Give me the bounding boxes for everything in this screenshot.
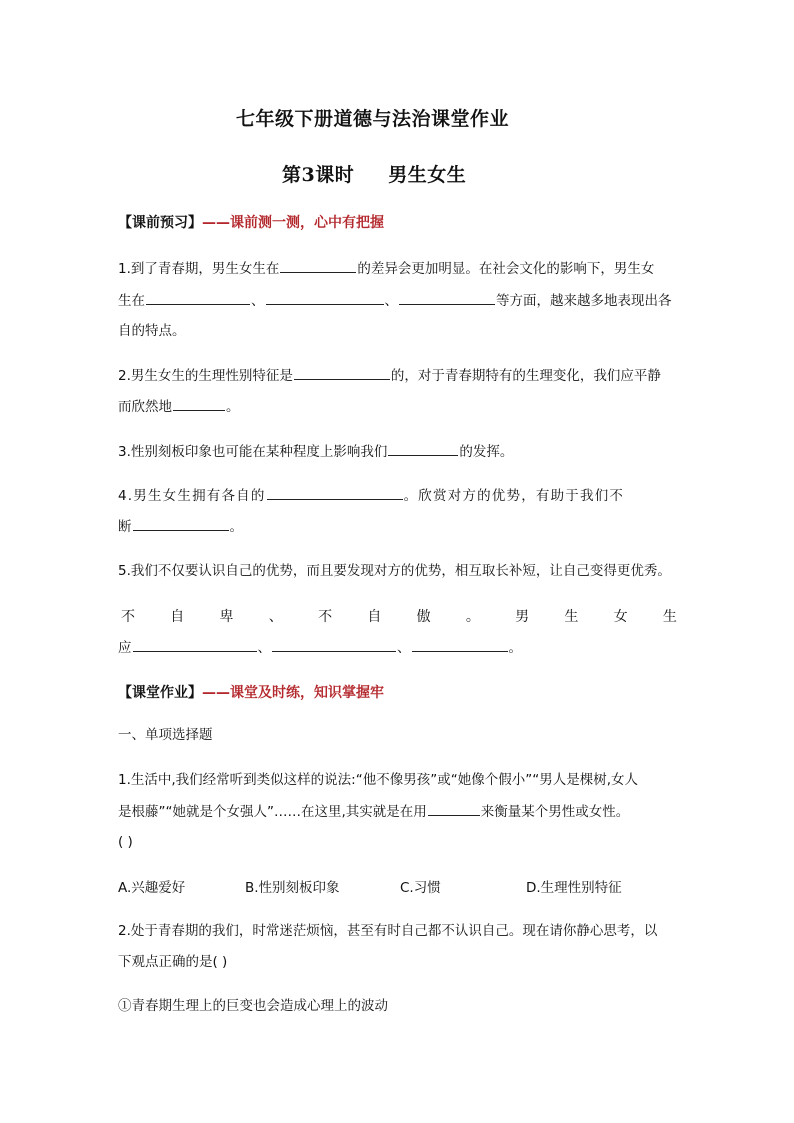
text: 而欣然地 <box>118 399 172 415</box>
char: 自 <box>367 609 382 625</box>
preview-q4-line1 <box>118 485 624 506</box>
text: 、 <box>257 640 271 656</box>
char: 生 <box>564 609 579 625</box>
classwork-q2-item1: ①青春期生理上的巨变也会造成心理上的波动 <box>118 998 388 1014</box>
text: 。 <box>226 399 240 415</box>
answer-blank <box>294 365 390 380</box>
preview-tag: 【课前预习】 <box>118 215 202 231</box>
char: 不 <box>121 609 135 625</box>
text: 、 <box>397 640 411 656</box>
text: 、 <box>384 293 398 309</box>
answer-blank <box>388 441 458 456</box>
char: 、 <box>268 609 283 625</box>
part1-heading: 一、单项选择题 <box>118 727 213 743</box>
preview-q3 <box>118 441 513 462</box>
answer-blank <box>173 396 225 411</box>
document-title: 七年级下册道德与法治课堂作业 <box>236 108 510 130</box>
answer-blank <box>133 637 257 652</box>
preview-q2-line1 <box>118 365 661 386</box>
answer-blank <box>146 290 250 305</box>
text: 的差异会更加明显。在社会文化的影响下，男生女 <box>357 261 655 277</box>
answer-blank <box>272 637 396 652</box>
text: 1.到了青春期，男生女生在 <box>118 261 280 277</box>
text: 4.男生女生拥有各自的 <box>118 488 266 504</box>
answer-blank <box>267 485 403 500</box>
text: 。 <box>229 519 243 535</box>
char: 生 <box>662 609 677 625</box>
preview-q2-line2 <box>118 396 240 417</box>
answer-blank <box>428 801 480 816</box>
preview-section-header <box>118 212 384 232</box>
lesson-number: 第3课时 <box>282 164 355 186</box>
text: 2.男生女生的生理性别特征是 <box>118 368 293 384</box>
text: 应 <box>118 640 132 656</box>
text: 来衡量某个男性或女性。 <box>480 804 630 820</box>
char: 不 <box>318 609 333 625</box>
answer-blank <box>412 637 508 652</box>
lesson-name: 男生女生 <box>388 164 467 186</box>
option-b[interactable]: B.性别刻板印象 <box>245 880 340 896</box>
classwork-section-header <box>118 682 384 702</box>
preview-q4-line2 <box>118 516 243 537</box>
text: 生在 <box>118 293 145 309</box>
char: 女 <box>613 609 628 625</box>
classwork-q2-line1: 2.处于青春期的我们，时常迷茫烦恼，甚至有时自己都不认识自己。现在请你静心思考，以 <box>118 923 658 939</box>
text: 的，对于青春期特有的生理变化，我们应平静 <box>390 368 661 384</box>
preview-q5-line1: 5.我们不仅要认识自己的优势，而且要发现对方的优势，相互取长补短，让自己变得更优秀。 <box>118 563 671 579</box>
char: 。 <box>465 609 480 625</box>
char: 自 <box>170 609 185 625</box>
text: 3.性别刻板印象也可能在某种程度上影响我们 <box>118 444 388 460</box>
preview-slogan: ——课前测一测，心中有把握 <box>202 215 384 231</box>
option-a[interactable]: A.兴趣爱好 <box>118 880 186 896</box>
classwork-tag: 【课堂作业】 <box>118 685 202 701</box>
preview-q1-line1 <box>118 258 654 279</box>
text: 。 <box>508 640 522 656</box>
option-d[interactable]: D.生理性别特征 <box>526 880 622 896</box>
classwork-slogan: ——课堂及时练，知识掌握牢 <box>202 685 384 701</box>
answer-blank <box>399 290 495 305</box>
text: 断 <box>118 519 132 535</box>
text: 、 <box>251 293 265 309</box>
preview-q5-line2 <box>121 606 677 626</box>
classwork-q2-line2: 下观点正确的是( ) <box>118 954 228 970</box>
preview-q1-line3: 自的特点。 <box>118 323 186 339</box>
preview-q5-line3 <box>118 637 522 658</box>
lesson-heading <box>282 160 466 187</box>
answer-blank <box>266 290 384 305</box>
text: 等方面，越来越多地表现出各 <box>496 293 672 309</box>
classwork-q1-paren: ( ) <box>118 834 133 850</box>
classwork-q1-line2 <box>118 801 629 822</box>
text: 。欣赏对方的优势，有助于我们不 <box>403 488 625 504</box>
preview-q1-line2 <box>118 290 672 311</box>
option-c[interactable]: C.习惯 <box>400 880 441 896</box>
text: 是根藤”“她就是个女强人”……在这里,其实就是在用 <box>118 804 427 820</box>
answer-blank <box>280 258 356 273</box>
char: 卑 <box>219 609 234 625</box>
char: 傲 <box>416 609 431 625</box>
text: 的发挥。 <box>459 444 514 460</box>
classwork-q1-line1: 1.生活中,我们经常听到类似这样的说法:“他不像男孩”或“她像个假小”“男人是棵树,女人 <box>118 772 638 788</box>
answer-blank <box>133 516 229 531</box>
char: 男 <box>515 609 530 625</box>
